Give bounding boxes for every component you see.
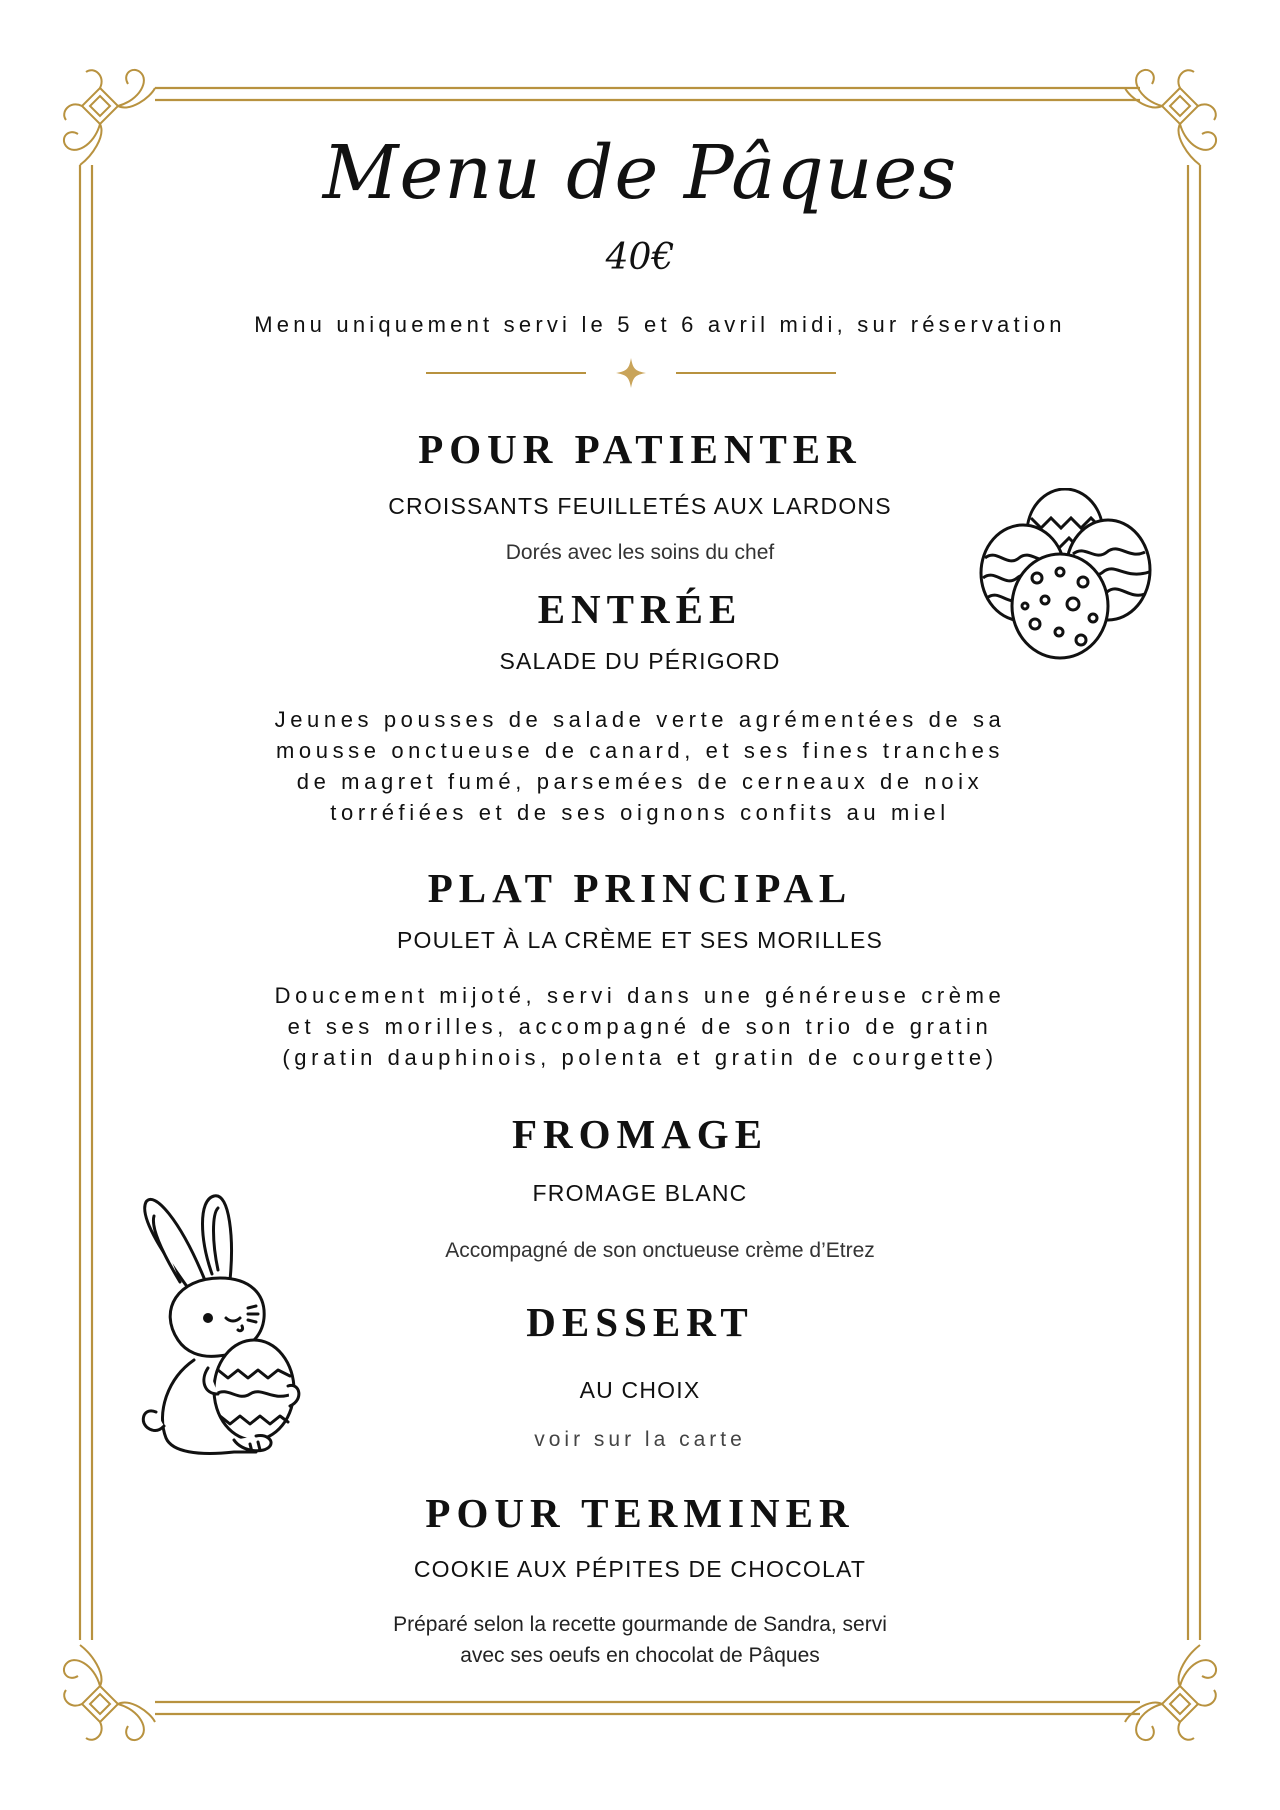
dish-plat: POULET À LA CRÈME ET SES MORILLES: [396, 927, 884, 953]
description-line: torréfiées et de ses oignons confits au miel: [330, 800, 950, 825]
description-line: Doucement mijoté, servi dans une généreuse crème: [274, 983, 1006, 1008]
section-heading-fromage: FROMAGE: [511, 1111, 769, 1157]
description-line: de magret fumé, parsemées de cerneaux de noix: [296, 769, 984, 794]
section-heading-entree: ENTRÉE: [537, 586, 743, 632]
description-plat: [0, 980, 1280, 1073]
description-line: et ses morilles, accompagné de son trio de gratin: [287, 1014, 993, 1039]
description-line: (gratin dauphinois, polenta et gratin de courgette): [282, 1045, 998, 1070]
section-heading-dessert: DESSERT: [526, 1299, 754, 1345]
description-line: Préparé selon la recette gourmande de Sandra, servi: [393, 1613, 887, 1636]
menu-subtitle: Menu uniquement servi le 5 et 6 avril midi, sur réservation: [254, 312, 1066, 337]
description-dessert: voir sur la carte: [534, 1428, 746, 1451]
dish-fromage: FROMAGE BLANC: [532, 1180, 748, 1206]
dish-dessert: AU CHOIX: [579, 1377, 701, 1403]
dish-terminer: COOKIE AUX PÉPITES DE CHOCOLAT: [413, 1556, 867, 1582]
description-entree: [0, 704, 1280, 828]
section-heading-terminer: POUR TERMINER: [425, 1490, 855, 1536]
description-line: mousse onctueuse de canard, et ses fines tranches: [275, 738, 1005, 763]
menu-title: Menu de Pâques: [322, 130, 958, 216]
menu-price: 40€: [605, 237, 675, 278]
dish-patienter: CROISSANTS FEUILLETÉS AUX LARDONS: [388, 493, 892, 519]
description-patienter: Dorés avec les soins du chef: [505, 541, 775, 564]
description-line: Jeunes pousses de salade verte agrémentées de sa: [274, 707, 1006, 732]
section-heading-plat: PLAT PRINCIPAL: [427, 865, 853, 911]
easter-eggs-icon: [975, 488, 1155, 663]
description-line: avec ses oeufs en chocolat de Pâques: [460, 1644, 820, 1667]
easter-bunny-icon: [138, 1190, 310, 1460]
divider-ornament: [426, 358, 836, 388]
sparkle-star-icon: [616, 358, 646, 388]
description-terminer: [0, 1609, 1280, 1671]
dish-entree: SALADE DU PÉRIGORD: [499, 648, 781, 674]
description-fromage: Accompagné de son onctueuse crème d’Etrez: [445, 1239, 875, 1262]
section-heading-patienter: POUR PATIENTER: [418, 426, 862, 472]
